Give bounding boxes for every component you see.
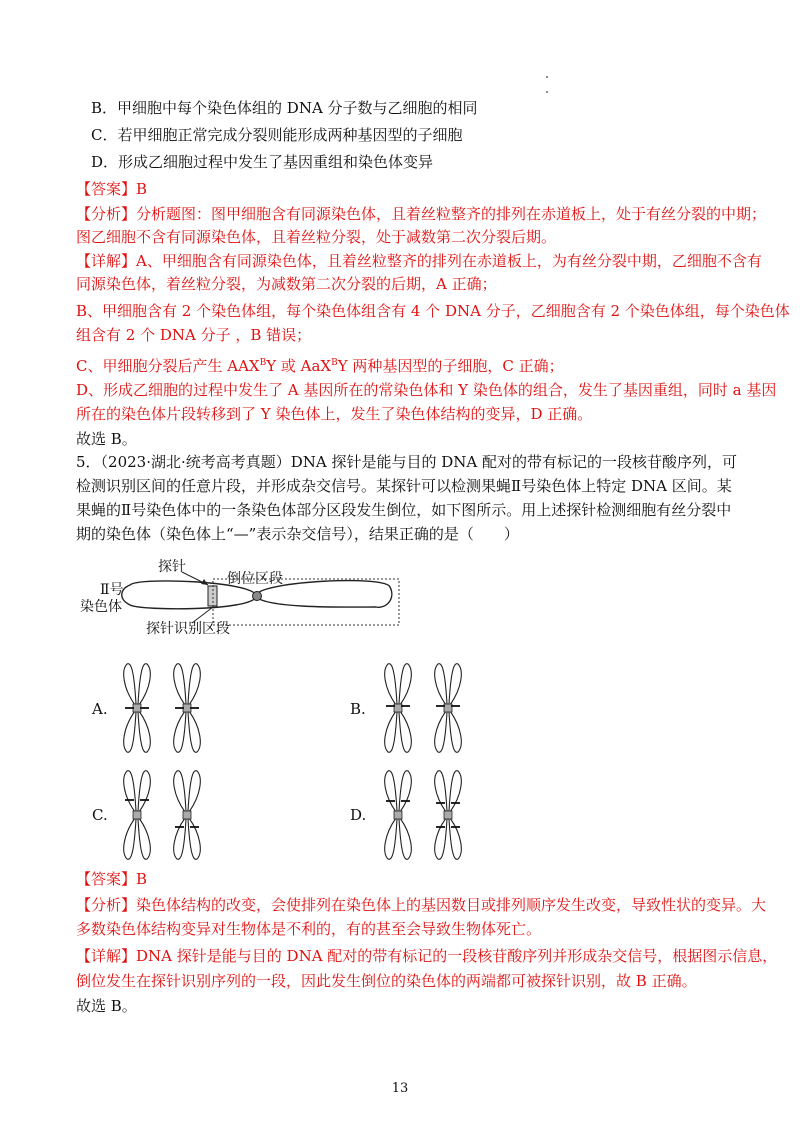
q5-conclusion: 故选 B。 — [76, 997, 137, 1015]
centromere — [183, 704, 191, 712]
q5-analysis-line-2: 多数染色体结构变异对生物体是不利的，有的甚至会导致生物体死亡。 — [76, 920, 542, 938]
centromere — [394, 811, 402, 819]
page-number: 13 — [391, 1081, 409, 1096]
chromatid-arm — [385, 711, 397, 752]
chromatid-arm — [188, 664, 200, 705]
centromere — [444, 704, 452, 712]
answer-tag: 【答案】 — [76, 180, 137, 198]
c-superscript-1: B — [259, 358, 267, 368]
chromosome-label-2: 染色体 — [80, 599, 122, 615]
option-a-label: A. — [92, 700, 108, 718]
q5-answer-line — [76, 868, 736, 890]
detail-line-d2: 所在的染色体片段转移到了 Y 染色体上，发生了染色体结构的变异，D 正确。 — [76, 405, 593, 423]
chromatid-arm — [174, 711, 186, 752]
chromatid-arm — [385, 818, 397, 859]
chromatid-arm — [399, 664, 411, 705]
metaphase-chromosome — [435, 771, 462, 860]
option-b-chromosomes — [376, 658, 486, 758]
centromere — [183, 811, 191, 819]
answer-value: B — [136, 180, 148, 198]
chromatid-arm — [385, 664, 397, 705]
chromatid-arm — [138, 771, 150, 812]
chromatid-arm — [435, 711, 447, 752]
metaphase-chromosome — [124, 664, 151, 753]
option-d-label: D. — [350, 806, 367, 824]
option-d-chromosomes — [376, 765, 486, 865]
analysis-tag: 【分析】 — [76, 205, 137, 223]
chromatid-arm — [435, 818, 447, 859]
chromatid-arm — [138, 818, 150, 859]
chromatid-arm — [435, 771, 447, 812]
analysis-text: 分析题图：图甲细胞含有同源染色体，且着丝粒整齐的排列在赤道板上，处于有丝分裂的中期； — [136, 205, 767, 223]
option-d: D．形成乙细胞过程中发生了基因重组和染色体变异 — [91, 153, 434, 171]
metaphase-chromosome — [174, 664, 201, 753]
detail-line-3: B、甲细胞含有 2 个染色体组，每个染色体组含有 4 个 DNA 分子，乙细胞含有 2 个染色体组，每个染色体 — [76, 302, 790, 320]
option-a-chromosomes — [115, 658, 225, 758]
region-label: 探针识别区段 — [146, 621, 230, 637]
c-text-1: C、甲细胞分裂后产生 AAX — [76, 357, 260, 375]
c-text-3: Y 两种基因型的子细胞，C 正确； — [337, 357, 564, 375]
chromatid-arm — [449, 711, 461, 752]
chromatid-arm — [138, 664, 150, 705]
chromatid-arm — [385, 771, 397, 812]
q5-analysis-text: 染色体结构的改变，会使排列在染色体上的基因数目或排列顺序发生改变，导致性状的变异。大 — [136, 896, 767, 914]
answer-line — [76, 178, 736, 200]
detail-line-4: 组含有 2 个 DNA 分子 ，B 错误； — [76, 326, 312, 344]
probe-label: 探针 — [158, 559, 186, 575]
detail-line-2: 同源染色体，着丝粒分裂，为减数第二次分裂的后期，A 正确； — [76, 275, 497, 293]
metaphase-chromosome — [435, 664, 462, 753]
option-b: B．甲细胞中每个染色体组的 DNA 分子数与乙细胞的相同 — [91, 99, 478, 117]
q5-detail-line-1 — [76, 945, 778, 967]
chromatid-arm — [188, 711, 200, 752]
detail-tag: 【详解】 — [76, 252, 137, 270]
q5-analysis-tag: 【分析】 — [76, 896, 137, 914]
chromatid-arm — [174, 664, 186, 705]
inversion-label: 倒位区段 — [227, 571, 283, 587]
c-text-2: Y 或 AaX — [266, 357, 332, 375]
option-c-chromosomes — [115, 765, 225, 865]
chromatid-arm — [399, 818, 411, 859]
centromere — [394, 704, 402, 712]
chromatid-arm — [124, 664, 136, 705]
metaphase-chromosome — [124, 771, 151, 860]
metaphase-chromosome — [385, 771, 412, 860]
centromere — [133, 704, 141, 712]
centromere — [253, 592, 262, 601]
q5-detail-line-2: 倒位发生在探针识别序列的一段，因此发生倒位的染色体的两端都可被探针识别，故 B 正确。 — [76, 972, 697, 990]
chromatid-arm — [435, 664, 447, 705]
option-c: C．若甲细胞正常完成分裂则能形成两种基因型的子细胞 — [91, 126, 463, 144]
chromatid-arm — [124, 818, 136, 859]
centromere — [133, 811, 141, 819]
chromatid-arm — [449, 771, 461, 812]
option-b-label: B. — [350, 700, 366, 718]
header-mark — [546, 76, 548, 78]
q5-answer-tag: 【答案】 — [76, 870, 137, 888]
chromatid-arm — [449, 818, 461, 859]
chromatid-arm — [449, 664, 461, 705]
chromosome-figure — [80, 557, 400, 637]
question-5-stem: 5．（2023·湖北·统考高考真题）DNA 探针是能与目的 DNA 配对的带有标记的一段核苷酸序列，可检测识别区间的任意片段，并形成杂交信号。某探针可以检测果蝇Ⅱ号染色体上特定 DNA 区间。某果蝇的Ⅱ号染色体中的一条染色体部分区段发生倒位，如下图所示。用上述探针检测细胞有丝分裂中期的染色体（染色体上“—”表示杂交信号），结果正确的是（ ） — [76, 453, 738, 543]
chromosome-label-1: Ⅱ号 — [100, 582, 124, 598]
chromatid-arm — [399, 771, 411, 812]
q5-detail-tag: 【详解】 — [76, 947, 137, 965]
chromatid-arm — [174, 818, 186, 859]
analysis-line-1 — [76, 203, 767, 225]
metaphase-chromosome — [174, 771, 201, 860]
chromatid-arm — [174, 771, 186, 812]
q5-answer-value: B — [136, 870, 148, 888]
chromatid-arm — [124, 771, 136, 812]
centromere — [444, 811, 452, 819]
detail-line-d1: D、形成乙细胞的过程中发生了 A 基因所在的常染色体和 Y 染色体的组合，发生了基因重组，同时 a 基因 — [76, 381, 777, 399]
c-superscript-2: B — [331, 358, 338, 368]
metaphase-chromosome — [385, 664, 412, 753]
chromosome-diagram — [80, 557, 400, 637]
chromatid-arm — [124, 711, 136, 752]
q5-detail-text: DNA 探针是能与目的 DNA 配对的带有标记的一段核苷酸序列并形成杂交信号，根据图示信息， — [136, 947, 778, 965]
chromatid-arm — [188, 771, 200, 812]
chromatid-arm — [399, 711, 411, 752]
q5-analysis-line-1 — [76, 894, 767, 916]
detail-line-c — [76, 352, 736, 377]
chromatid-arm — [138, 711, 150, 752]
option-c-label: C. — [92, 806, 108, 824]
conclusion: 故选 B。 — [76, 430, 137, 448]
chromatid-arm — [188, 818, 200, 859]
detail-line-1 — [76, 250, 762, 272]
detail-text: A、甲细胞含有同源染色体，且着丝粒整齐的排列在赤道板上，为有丝分裂中期，乙细胞不含有 — [136, 252, 762, 270]
header-mark — [546, 91, 548, 93]
analysis-line-2: 图乙细胞不含有同源染色体，且着丝粒分裂，处于减数第二次分裂后期。 — [76, 228, 557, 246]
